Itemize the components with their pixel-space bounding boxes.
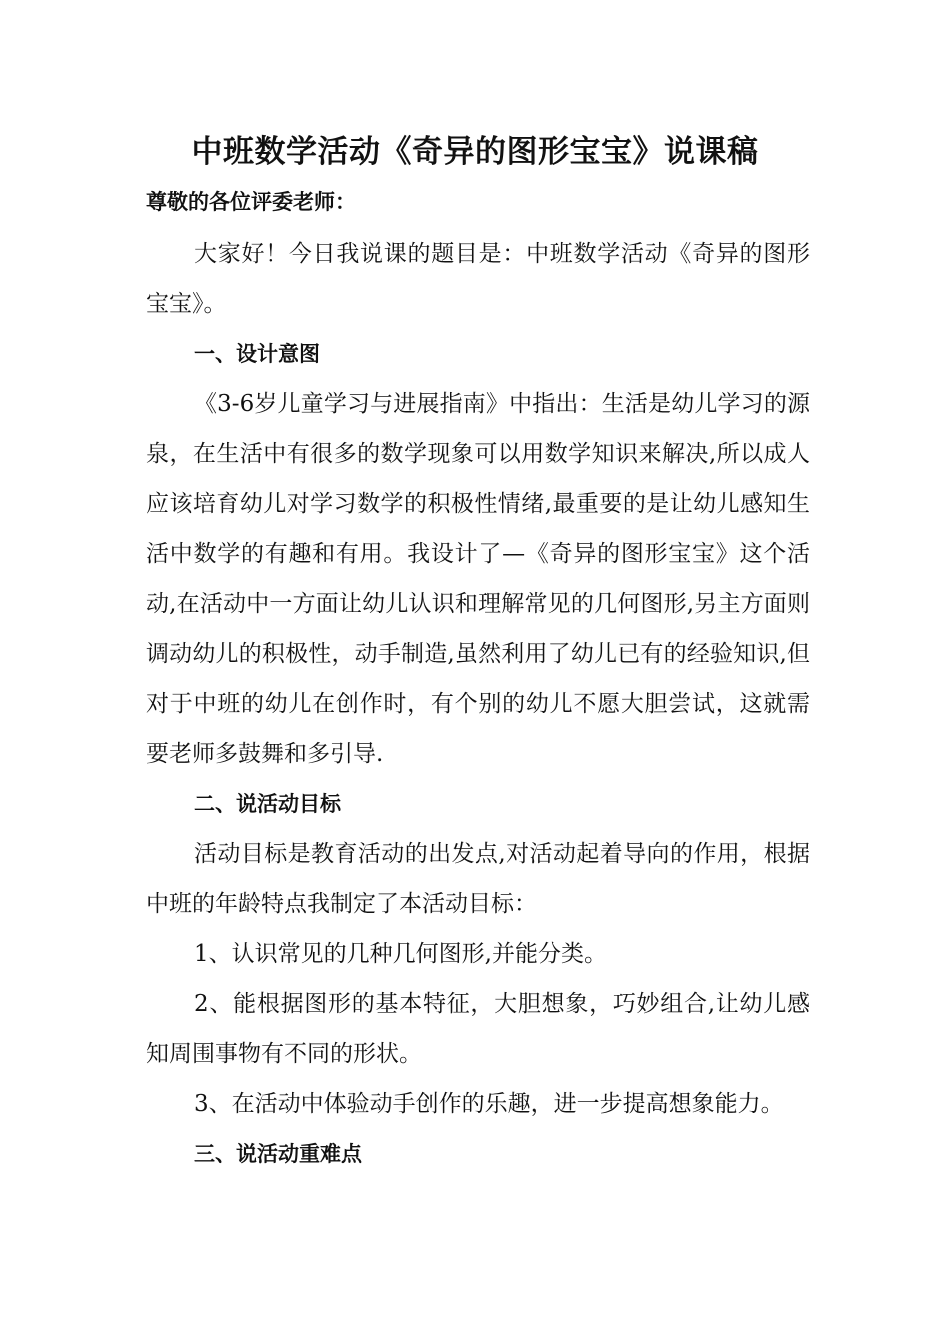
goal-item-3: 3、在活动中体验动手创作的乐趣，进一步提高想象能力。 (194, 1091, 784, 1117)
document-body (146, 182, 810, 1179)
salutation: 尊敬的各位评委老师： (146, 190, 356, 214)
section-heading-design-intent: 一、设计意图 (194, 342, 320, 366)
activity-goals-intro: 活动目标是教育活动的出发点,对活动起着导向的作用，根据中班的年龄特点我制定了本活动目标： (146, 841, 810, 917)
intro-paragraph: 大家好！今日我说课的题目是：中班数学活动《奇异的图形宝宝》。 (146, 241, 810, 317)
section-heading-activity-goals: 二、说活动目标 (194, 792, 341, 816)
goal-item-2: 2、能根据图形的基本特征，大胆想象，巧妙组合,让幼儿感知周围事物有不同的形状。 (146, 991, 810, 1067)
document-title: 中班数学活动《奇异的图形宝宝》说课稿 (191, 134, 759, 170)
design-intent-paragraph: 《3-6岁儿童学习与进展指南》中指出：生活是幼儿学习的源泉，在生活中有很多的数学现象可以用数学知识来解决,所以成人应该培育幼儿对学习数学的积极性情绪,最重要的是让幼儿感知生活中数学的有趣和有用。我设计了—《奇异的图形宝宝》这个活动,在活动中一方面让幼儿认识和理解常见的几何图形,另主方面则调动幼儿的积极性，动手制造,虽然利用了幼儿已有的经验知识,但对于中班的幼儿在创作时，有个别的幼儿不愿大胆尝试，这就需要老师多鼓舞和多引导. (146, 391, 810, 767)
goal-item-1: 1、认识常见的几种几何图形,并能分类。 (194, 941, 607, 967)
section-heading-key-difficulties: 三、说活动重难点 (194, 1142, 362, 1166)
